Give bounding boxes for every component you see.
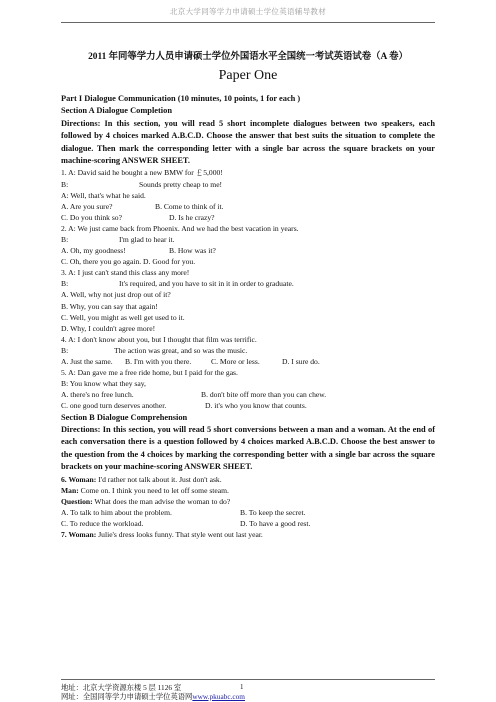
q3-line-b: B: It's required, and you have to sit in it in order to graduate. <box>61 279 294 289</box>
q2-options-cd: C. Oh, there you go again. D. Good for you. <box>61 257 196 267</box>
q6-question-line: Question: What does the man advise the woman to do? <box>61 496 231 506</box>
q1-line-a: 1. A: David said he bought a new BMW for ￡5,000! <box>61 168 223 178</box>
q3-option-c: C. Well, you might as well get used to it. <box>61 312 185 322</box>
q5-options-cd: C. one good turn deserves another. D. it's who you know that counts. <box>61 401 307 411</box>
footer-website: 网址：全国同等学力申请硕士学位英语网www.pkuabc.com <box>61 692 245 701</box>
q5-line-b: B: You know what they say, <box>61 379 146 389</box>
section-b-directions: Directions: In this section, you will read 5 short conversions between a man and a woman. At the end of each conversation there is a question followed by 4 choices marked A.B.C.D. Choose the best answer to the question from the 4 choices by marking the corresponding better with a single bar across the square brackets on your machine-scoring ANSWER SHEET. <box>61 424 435 472</box>
q1-line-b: B: Sounds pretty cheap to me! <box>61 179 223 189</box>
q3-option-a: A. Well, why not just drop out of it? <box>61 290 171 300</box>
q4-line-b: B: The action was great, and so was the music. <box>61 345 248 355</box>
q2-line-b: B: I'm glad to hear it. <box>61 235 175 244</box>
q7-woman-line: 7. Woman: Julie's dress looks funny. That style went out last year. <box>61 530 263 539</box>
q1-options-cd: C. Do you think so? D. Is he crazy? <box>61 212 215 222</box>
document-body <box>61 93 435 540</box>
q5-line-a: 5. A: Dan gave me a free ride home, but I paid for the gas. <box>61 368 238 378</box>
q5-options-ab: A. there's no free lunch. B. don't bite off more than you can chew. <box>61 390 327 400</box>
q2-line-a: 2. A: We just came back from Phoenix. And we had the best vacation in years. <box>61 223 299 233</box>
q4-options: A. Just the same. B. I'm with you there. C. More or less. D. I sure do. <box>61 357 320 367</box>
q6-man-line: Man: Come on. I think you need to let off some steam. <box>61 485 229 495</box>
page-number: 1 <box>240 683 244 691</box>
q3-line-a: 3. A: I just can't stand this class any more! <box>61 268 190 278</box>
q2-options-ab: A. Oh, my goodness! B. How was it? <box>61 246 216 256</box>
q1-options-ab: A. Are you sure? B. Come to think of it. <box>61 201 224 211</box>
q6-options-ab: A. To talk to him about the problem. B. To keep the secret. <box>61 507 306 517</box>
part1-heading: Part I Dialogue Communication (10 minutes, 10 points, 1 for each ) <box>61 94 301 103</box>
section-a-directions: Directions: In this section, you will read 5 short incomplete dialogues between two speakers, each followed by 4 choices marked A.B.C.D. Choose the answer that best suits the situation to complete the dialogue. Then mark the corresponding letter with a single bar across the square brackets on your machine-scoring ANSWER SHEET. <box>61 118 435 166</box>
section-b-heading: Section B Dialogue Comprehension <box>61 412 188 422</box>
page-header: 北京大学同等学力申请硕士学位英语辅导教材 <box>170 7 326 16</box>
q4-line-a: 4. A: I don't know about you, but I thought that film was terrific. <box>61 334 257 344</box>
q3-option-d: D. Why, I couldn't agree more! <box>61 323 156 333</box>
footer-rule <box>61 679 435 680</box>
q6-options-cd: C. To reduce the workload. D. To have a good rest. <box>61 518 311 528</box>
q6-woman-line: 6. Woman: I'd rather not talk about it. Just don't ask. <box>61 474 222 484</box>
section-a-heading: Section A Dialogue Completion <box>61 106 172 116</box>
exam-title: 2011 年同等学力人员申请硕士学位外国语水平全国统一考试英语试卷（A 卷） <box>88 52 408 62</box>
q1-line-a2: A: Well, that's what he said. <box>61 190 146 200</box>
website-link[interactable]: www.pkuabc.com <box>192 692 245 701</box>
header-rule <box>61 22 435 23</box>
paper-title: Paper One <box>218 68 278 83</box>
q3-option-b: B. Why, you can say that again! <box>61 301 158 311</box>
footer-address: 地址：北京大学资源东楼 5 层 1126 室 <box>61 683 182 692</box>
